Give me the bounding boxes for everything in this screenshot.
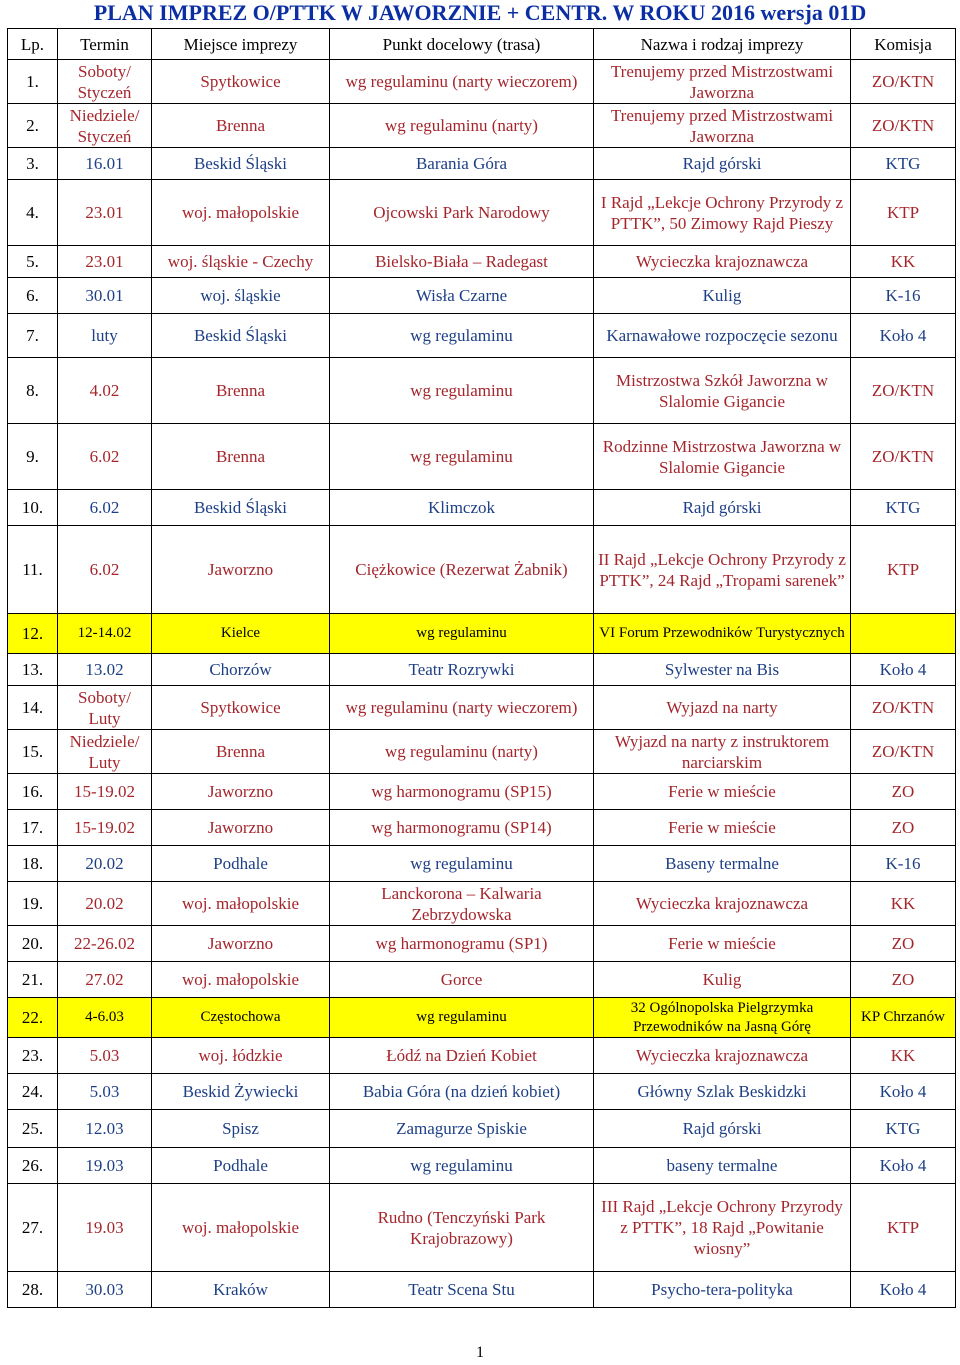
cell-punkt: Rudno (Tenczyński Park Krajobrazowy) [330,1184,594,1272]
cell-lp: 3. [8,148,58,180]
cell-nazwa: Baseny termalne [594,846,851,882]
table-row [8,730,956,774]
cell-punkt: wg regulaminu [330,358,594,424]
cell-miejsce: Kielce [152,614,330,654]
cell-termin: 6.02 [58,490,152,526]
cell-nazwa: Ferie w mieście [594,926,851,962]
cell-termin: luty [58,314,152,358]
cell-punkt: Gorce [330,962,594,998]
cell-punkt: wg harmonogramu (SP15) [330,774,594,810]
table-row [8,614,956,654]
cell-lp: 7. [8,314,58,358]
cell-termin: 23.01 [58,246,152,278]
cell-lp: 16. [8,774,58,810]
cell-termin: 5.03 [58,1038,152,1074]
cell-nazwa: Ferie w mieście [594,774,851,810]
table-row [8,846,956,882]
cell-miejsce: woj. małopolskie [152,882,330,926]
cell-termin: 6.02 [58,424,152,490]
cell-termin: 19.03 [58,1148,152,1184]
table-row [8,1110,956,1148]
cell-komisja: Koło 4 [851,1272,956,1308]
table-row [8,774,956,810]
cell-nazwa: Wycieczka krajoznawcza [594,882,851,926]
cell-punkt: Teatr Scena Stu [330,1272,594,1308]
cell-termin: 30.01 [58,278,152,314]
table-row [8,654,956,686]
cell-komisja: K-16 [851,846,956,882]
cell-komisja: ZO [851,810,956,846]
cell-miejsce: Beskid Śląski [152,148,330,180]
cell-nazwa: Główny Szlak Beskidzki [594,1074,851,1110]
table-row [8,1184,956,1272]
cell-punkt: Łódź na Dzień Kobiet [330,1038,594,1074]
cell-punkt: wg regulaminu [330,1148,594,1184]
cell-nazwa: Wycieczka krajoznawcza [594,246,851,278]
header-termin: Termin [58,29,152,60]
cell-nazwa: Rajd górski [594,148,851,180]
cell-nazwa: VI Forum Przewodników Turystycznych [594,614,851,654]
cell-nazwa: Rajd górski [594,1110,851,1148]
cell-punkt: Babia Góra (na dzień kobiet) [330,1074,594,1110]
cell-miejsce: woj. łódzkie [152,1038,330,1074]
cell-komisja: Koło 4 [851,654,956,686]
cell-komisja: Koło 4 [851,1074,956,1110]
cell-lp: 20. [8,926,58,962]
cell-komisja: ZO/KTN [851,358,956,424]
cell-miejsce: Brenna [152,104,330,148]
cell-termin: Soboty/ Styczeń [58,60,152,104]
cell-punkt: wg regulaminu (narty) [330,104,594,148]
cell-miejsce: Beskid Śląski [152,314,330,358]
cell-miejsce: Kraków [152,1272,330,1308]
cell-komisja: ZO/KTN [851,60,956,104]
cell-lp: 1. [8,60,58,104]
cell-komisja: Koło 4 [851,314,956,358]
cell-miejsce: Chorzów [152,654,330,686]
cell-punkt: Ojcowski Park Narodowy [330,180,594,246]
cell-punkt: Bielsko-Biała – Radegast [330,246,594,278]
cell-punkt: wg regulaminu (narty) [330,730,594,774]
cell-punkt: Wisła Czarne [330,278,594,314]
cell-lp: 28. [8,1272,58,1308]
cell-termin: Niedziele/ Luty [58,730,152,774]
cell-lp: 21. [8,962,58,998]
cell-lp: 13. [8,654,58,686]
cell-komisja: ZO [851,774,956,810]
header-nazwa: Nazwa i rodzaj imprezy [594,29,851,60]
cell-punkt: wg regulaminu [330,314,594,358]
table-row [8,314,956,358]
cell-komisja: KTG [851,1110,956,1148]
cell-punkt: Ciężkowice (Rezerwat Żabnik) [330,526,594,614]
cell-nazwa: Mistrzostwa Szkół Jaworzna w Slalomie Gigancie [594,358,851,424]
cell-komisja: ZO/KTN [851,686,956,730]
table-row [8,526,956,614]
cell-punkt: wg regulaminu [330,998,594,1038]
page-number: 1 [476,1344,484,1361]
table-row [8,60,956,104]
cell-komisja: ZO/KTN [851,730,956,774]
cell-miejsce: Podhale [152,1148,330,1184]
cell-komisja: KK [851,1038,956,1074]
cell-nazwa: Kulig [594,278,851,314]
cell-miejsce: Beskid Śląski [152,490,330,526]
cell-punkt: Barania Góra [330,148,594,180]
cell-termin: 23.01 [58,180,152,246]
cell-komisja: ZO/KTN [851,424,956,490]
cell-miejsce: Spytkowice [152,60,330,104]
cell-miejsce: Jaworzno [152,810,330,846]
cell-komisja: KP Chrzanów [851,998,956,1038]
cell-nazwa: Wyjazd na narty z instruktorem narciarskim [594,730,851,774]
header-punkt: Punkt docelowy (trasa) [330,29,594,60]
events-table [7,28,956,1308]
cell-nazwa: Wycieczka krajoznawcza [594,1038,851,1074]
cell-lp: 9. [8,424,58,490]
cell-termin: 15-19.02 [58,810,152,846]
cell-lp: 23. [8,1038,58,1074]
cell-miejsce: Brenna [152,424,330,490]
cell-nazwa: Wyjazd na narty [594,686,851,730]
cell-termin: 5.03 [58,1074,152,1110]
cell-lp: 8. [8,358,58,424]
cell-punkt: wg harmonogramu (SP14) [330,810,594,846]
cell-lp: 22. [8,998,58,1038]
cell-komisja: ZO [851,926,956,962]
cell-nazwa: Ferie w mieście [594,810,851,846]
cell-lp: 18. [8,846,58,882]
cell-termin: 12.03 [58,1110,152,1148]
cell-lp: 12. [8,614,58,654]
header-miejsce: Miejsce imprezy [152,29,330,60]
cell-termin: 20.02 [58,846,152,882]
cell-termin: Soboty/ Luty [58,686,152,730]
header-komisja: Komisja [851,29,956,60]
cell-lp: 19. [8,882,58,926]
cell-lp: 24. [8,1074,58,1110]
cell-nazwa: Rajd górski [594,490,851,526]
cell-lp: 27. [8,1184,58,1272]
cell-miejsce: Podhale [152,846,330,882]
cell-lp: 25. [8,1110,58,1148]
cell-punkt: Teatr Rozrywki [330,654,594,686]
cell-nazwa: II Rajd „Lekcje Ochrony Przyrody z PTTK”, 24 Rajd „Tropami sarenek” [594,526,851,614]
table-row [8,490,956,526]
cell-termin: 22-26.02 [58,926,152,962]
page-title: PLAN IMPREZ O/PTTK W JAWORZNIE + CENTR. W ROKU 2016 wersja 01D [93,0,867,25]
cell-termin: Niedziele/ Styczeń [58,104,152,148]
table-row [8,1148,956,1184]
cell-nazwa: Sylwester na Bis [594,654,851,686]
cell-komisja: ZO/KTN [851,104,956,148]
table-row [8,810,956,846]
table-row [8,1272,956,1308]
cell-nazwa: 32 Ogólnopolska Pielgrzymka Przewodników na Jasną Górę [594,998,851,1038]
cell-miejsce: Beskid Żywiecki [152,1074,330,1110]
cell-miejsce: woj. śląskie - Czechy [152,246,330,278]
table-row [8,104,956,148]
cell-komisja: KTG [851,148,956,180]
table-row [8,1038,956,1074]
cell-miejsce: Spytkowice [152,686,330,730]
cell-miejsce: Spisz [152,1110,330,1148]
cell-nazwa: Rodzinne Mistrzostwa Jaworzna w Slalomie Gigancie [594,424,851,490]
cell-komisja: KTG [851,490,956,526]
table-row [8,180,956,246]
cell-lp: 11. [8,526,58,614]
cell-termin: 13.02 [58,654,152,686]
cell-lp: 15. [8,730,58,774]
cell-komisja: KTP [851,180,956,246]
cell-miejsce: Brenna [152,358,330,424]
table-row [8,278,956,314]
cell-nazwa: III Rajd „Lekcje Ochrony Przyrody z PTTK”, 18 Rajd „Powitanie wiosny” [594,1184,851,1272]
table-row [8,246,956,278]
cell-lp: 26. [8,1148,58,1184]
cell-miejsce: woj. śląskie [152,278,330,314]
cell-lp: 14. [8,686,58,730]
cell-lp: 4. [8,180,58,246]
cell-nazwa: Karnawałowe rozpoczęcie sezonu [594,314,851,358]
cell-komisja: K-16 [851,278,956,314]
cell-miejsce: Brenna [152,730,330,774]
cell-punkt: Klimczok [330,490,594,526]
cell-lp: 2. [8,104,58,148]
cell-punkt: wg regulaminu [330,614,594,654]
cell-termin: 4-6.03 [58,998,152,1038]
cell-komisja [851,614,956,654]
cell-komisja: KK [851,246,956,278]
table-row [8,358,956,424]
cell-nazwa: Trenujemy przed Mistrzostwami Jaworzna [594,60,851,104]
cell-nazwa: Kulig [594,962,851,998]
table-row [8,926,956,962]
cell-miejsce: woj. małopolskie [152,180,330,246]
cell-lp: 17. [8,810,58,846]
cell-lp: 5. [8,246,58,278]
table-row [8,998,956,1038]
cell-lp: 6. [8,278,58,314]
cell-termin: 19.03 [58,1184,152,1272]
cell-termin: 16.01 [58,148,152,180]
cell-termin: 6.02 [58,526,152,614]
cell-lp: 10. [8,490,58,526]
table-row [8,962,956,998]
cell-termin: 12-14.02 [58,614,152,654]
cell-nazwa: baseny termalne [594,1148,851,1184]
cell-termin: 20.02 [58,882,152,926]
cell-nazwa: I Rajd „Lekcje Ochrony Przyrody z PTTK”, 50 Zimowy Rajd Pieszy [594,180,851,246]
cell-komisja: KTP [851,1184,956,1272]
cell-punkt: Zamagurze Spiskie [330,1110,594,1148]
table-row [8,148,956,180]
cell-komisja: KK [851,882,956,926]
cell-nazwa: Psycho-tera-polityka [594,1272,851,1308]
cell-nazwa: Trenujemy przed Mistrzostwami Jaworzna [594,104,851,148]
cell-miejsce: Jaworzno [152,926,330,962]
cell-punkt: wg regulaminu (narty wieczorem) [330,686,594,730]
cell-miejsce: woj. małopolskie [152,962,330,998]
cell-termin: 4.02 [58,358,152,424]
header-lp: Lp. [8,29,58,60]
cell-termin: 30.03 [58,1272,152,1308]
table-row [8,882,956,926]
table-row [8,1074,956,1110]
cell-termin: 27.02 [58,962,152,998]
cell-miejsce: Częstochowa [152,998,330,1038]
cell-punkt: wg regulaminu (narty wieczorem) [330,60,594,104]
cell-punkt: wg regulaminu [330,424,594,490]
cell-miejsce: Jaworzno [152,526,330,614]
cell-punkt: wg harmonogramu (SP1) [330,926,594,962]
cell-komisja: Koło 4 [851,1148,956,1184]
cell-termin: 15-19.02 [58,774,152,810]
cell-punkt: Lanckorona – Kalwaria Zebrzydowska [330,882,594,926]
header-row [8,29,956,60]
table-row [8,424,956,490]
cell-miejsce: woj. małopolskie [152,1184,330,1272]
cell-komisja: ZO [851,962,956,998]
table-row [8,686,956,730]
cell-miejsce: Jaworzno [152,774,330,810]
cell-punkt: wg regulaminu [330,846,594,882]
cell-komisja: KTP [851,526,956,614]
